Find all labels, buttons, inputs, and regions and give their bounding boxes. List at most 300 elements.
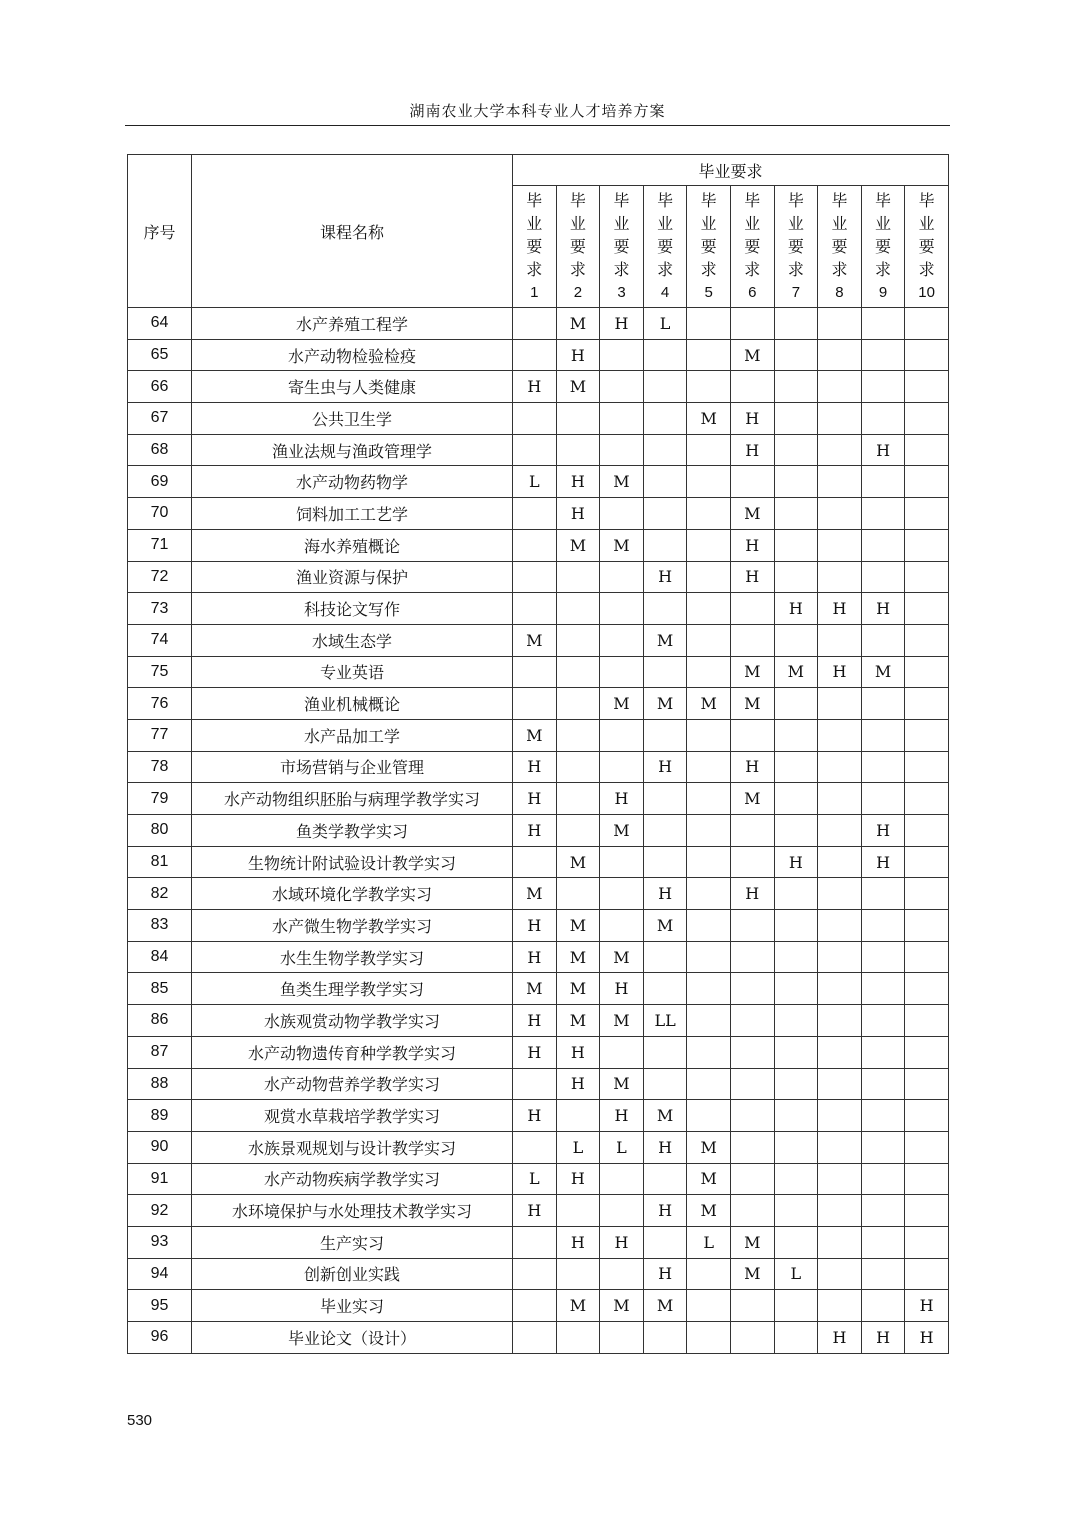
course-name: 水生生物学教学实习 — [192, 941, 513, 973]
header-divider — [125, 125, 950, 126]
requirement-cell — [905, 434, 949, 466]
requirement-cell: H — [643, 751, 687, 783]
requirement-cell — [861, 751, 905, 783]
requirement-cell: M — [513, 719, 557, 751]
requirement-cell: H — [730, 403, 774, 435]
requirement-cell — [774, 561, 818, 593]
requirement-cell — [818, 719, 862, 751]
requirement-cell — [905, 751, 949, 783]
document-header-title: 湖南农业大学本科专业人才培养方案 — [409, 102, 666, 120]
requirement-cell: H — [643, 561, 687, 593]
requirement-cell — [600, 1322, 644, 1354]
requirement-cell — [556, 434, 600, 466]
course-name: 鱼类生理学教学实习 — [192, 973, 513, 1005]
requirement-cell — [643, 1163, 687, 1195]
table-row — [128, 529, 949, 561]
course-name: 海水养殖概论 — [192, 529, 513, 561]
requirement-header-char: 求 — [744, 260, 761, 279]
course-name: 水产微生物学教学实习 — [192, 910, 513, 942]
requirement-cell — [818, 624, 862, 656]
requirement-header-char: 业 — [831, 214, 848, 233]
requirement-cell — [774, 1290, 818, 1322]
requirement-cell — [818, 371, 862, 403]
requirement-cell: M — [687, 1163, 731, 1195]
requirement-cell — [643, 434, 687, 466]
requirement-cell: H — [600, 308, 644, 340]
requirement-cell — [905, 846, 949, 878]
requirement-header-char: 求 — [831, 260, 848, 279]
requirement-cell: M — [730, 656, 774, 688]
requirement-cell — [643, 783, 687, 815]
row-seq-number: 76 — [128, 688, 192, 720]
requirement-cell — [513, 498, 557, 530]
graduation-requirements-table — [127, 154, 949, 1354]
table-row — [128, 1100, 949, 1132]
requirement-header-char: 要 — [744, 237, 761, 256]
course-name: 公共卫生学 — [192, 403, 513, 435]
requirement-cell: H — [774, 593, 818, 625]
requirement-cell: L — [600, 1131, 644, 1163]
requirement-cell — [861, 783, 905, 815]
table-row — [128, 1258, 949, 1290]
requirement-cell — [905, 466, 949, 498]
requirement-header-4 — [643, 186, 687, 308]
requirement-cell — [861, 308, 905, 340]
requirement-header-number: 5 — [704, 284, 713, 301]
requirement-cell — [687, 1258, 731, 1290]
requirement-cell: M — [556, 941, 600, 973]
requirement-cell — [687, 815, 731, 847]
requirement-cell — [643, 529, 687, 561]
requirement-cell — [774, 403, 818, 435]
requirement-cell — [513, 1322, 557, 1354]
requirement-cell: M — [730, 1258, 774, 1290]
requirement-cell: M — [556, 846, 600, 878]
requirement-cell — [774, 498, 818, 530]
requirement-cell — [600, 561, 644, 593]
requirement-cell — [861, 1163, 905, 1195]
row-seq-number: 65 — [128, 339, 192, 371]
table-row — [128, 910, 949, 942]
requirement-cell: M — [643, 1100, 687, 1132]
requirement-cell — [905, 1195, 949, 1227]
requirement-header-char: 毕 — [613, 191, 630, 210]
requirement-cell: M — [687, 1131, 731, 1163]
requirement-header-char: 要 — [787, 237, 804, 256]
requirement-cell — [905, 910, 949, 942]
requirement-header-char: 业 — [787, 214, 804, 233]
table-row — [128, 1005, 949, 1037]
requirement-cell — [730, 719, 774, 751]
requirement-cell: H — [556, 1226, 600, 1258]
course-name: 水产动物营养学教学实习 — [192, 1068, 513, 1100]
requirement-cell: H — [513, 783, 557, 815]
requirement-cell — [774, 1131, 818, 1163]
requirement-cell — [643, 941, 687, 973]
course-name: 水产动物疾病学教学实习 — [192, 1163, 513, 1195]
requirement-cell — [600, 434, 644, 466]
requirement-cell — [818, 339, 862, 371]
requirement-cell — [905, 1258, 949, 1290]
requirement-cell — [687, 846, 731, 878]
requirement-cell — [687, 1322, 731, 1354]
requirement-cell — [730, 941, 774, 973]
requirement-cell: M — [556, 1005, 600, 1037]
requirement-header-char: 求 — [613, 260, 630, 279]
requirement-cell — [513, 846, 557, 878]
table-row — [128, 308, 949, 340]
row-seq-number: 92 — [128, 1195, 192, 1227]
requirement-cell — [687, 624, 731, 656]
requirement-cell — [861, 1258, 905, 1290]
requirement-cell — [600, 878, 644, 910]
requirement-cell — [513, 1290, 557, 1322]
requirement-cell — [643, 498, 687, 530]
table-row — [128, 1036, 949, 1068]
requirement-cell: M — [600, 815, 644, 847]
requirement-cell — [818, 403, 862, 435]
requirement-cell — [687, 910, 731, 942]
requirement-header-char: 业 — [613, 214, 630, 233]
table-row — [128, 941, 949, 973]
table-row — [128, 466, 949, 498]
requirement-header-1 — [513, 186, 557, 308]
requirement-cell — [861, 878, 905, 910]
requirement-header-number: 1 — [530, 284, 539, 301]
requirement-cell — [905, 403, 949, 435]
requirement-cell — [774, 1005, 818, 1037]
requirement-cell: M — [643, 688, 687, 720]
requirement-cell — [774, 1100, 818, 1132]
requirement-header-char: 毕 — [875, 191, 892, 210]
requirement-header-number: 6 — [748, 284, 757, 301]
requirement-cell — [730, 1195, 774, 1227]
requirement-cell — [905, 1226, 949, 1258]
requirement-header-10 — [905, 186, 949, 308]
requirement-cell — [774, 624, 818, 656]
table-row — [128, 719, 949, 751]
table-row — [128, 1163, 949, 1195]
requirement-cell — [774, 339, 818, 371]
table-row — [128, 593, 949, 625]
course-name: 水产养殖工程学 — [192, 308, 513, 340]
requirement-cell — [513, 403, 557, 435]
requirement-header-char: 要 — [700, 237, 717, 256]
requirement-cell: H — [513, 371, 557, 403]
row-seq-number: 91 — [128, 1163, 192, 1195]
row-seq-number: 95 — [128, 1290, 192, 1322]
requirement-header-char: 要 — [526, 237, 543, 256]
requirement-cell: H — [861, 434, 905, 466]
requirement-cell — [600, 1195, 644, 1227]
requirement-cell — [687, 719, 731, 751]
table-row — [128, 973, 949, 1005]
requirement-cell — [730, 1131, 774, 1163]
table-row — [128, 561, 949, 593]
requirement-cell — [687, 498, 731, 530]
requirement-cell: H — [905, 1322, 949, 1354]
course-name: 毕业论文（设计） — [192, 1322, 513, 1354]
requirement-cell: H — [556, 1163, 600, 1195]
requirement-cell — [861, 624, 905, 656]
requirement-cell: L — [513, 1163, 557, 1195]
requirement-cell — [643, 1322, 687, 1354]
requirement-cell — [861, 1036, 905, 1068]
requirement-cell — [818, 783, 862, 815]
requirement-cell: M — [730, 1226, 774, 1258]
row-seq-number: 80 — [128, 815, 192, 847]
row-seq-number: 79 — [128, 783, 192, 815]
requirement-cell — [556, 815, 600, 847]
course-name: 专业英语 — [192, 656, 513, 688]
course-name: 水产动物检验检疫 — [192, 339, 513, 371]
requirement-cell — [687, 973, 731, 1005]
requirement-cell — [818, 1005, 862, 1037]
course-name: 水族观赏动物学教学实习 — [192, 1005, 513, 1037]
requirement-cell — [861, 1005, 905, 1037]
requirement-cell — [643, 403, 687, 435]
requirement-cell — [861, 910, 905, 942]
requirement-cell: M — [600, 1005, 644, 1037]
requirement-cell — [861, 466, 905, 498]
requirement-header-char: 求 — [657, 260, 674, 279]
requirement-cell — [730, 1100, 774, 1132]
requirement-cell: H — [730, 434, 774, 466]
requirement-cell — [818, 688, 862, 720]
requirement-cell — [861, 561, 905, 593]
requirement-cell — [861, 371, 905, 403]
table-row — [128, 1195, 949, 1227]
requirement-cell — [774, 1322, 818, 1354]
requirement-cell — [905, 815, 949, 847]
course-name: 鱼类学教学实习 — [192, 815, 513, 847]
requirement-cell: M — [513, 878, 557, 910]
requirement-cell — [774, 1195, 818, 1227]
requirement-cell — [513, 1226, 557, 1258]
requirement-cell — [861, 719, 905, 751]
requirement-header-char: 业 — [657, 214, 674, 233]
course-name: 水产品加工学 — [192, 719, 513, 751]
requirement-cell — [600, 339, 644, 371]
requirement-cell — [643, 973, 687, 1005]
requirement-cell: H — [730, 561, 774, 593]
requirement-cell — [905, 1005, 949, 1037]
requirement-cell: L — [774, 1258, 818, 1290]
requirement-cell — [687, 593, 731, 625]
requirement-cell — [774, 1163, 818, 1195]
requirement-cell — [556, 624, 600, 656]
requirement-cell — [774, 371, 818, 403]
requirement-cell: H — [818, 1322, 862, 1354]
requirement-cell — [643, 719, 687, 751]
requirement-cell: L — [556, 1131, 600, 1163]
requirement-cell — [905, 1163, 949, 1195]
page-number: 530 — [127, 1412, 153, 1429]
requirement-header-char: 毕 — [526, 191, 543, 210]
requirement-cell — [818, 1195, 862, 1227]
requirement-cell — [818, 1100, 862, 1132]
requirement-cell: H — [556, 1068, 600, 1100]
requirement-header-char: 毕 — [569, 191, 586, 210]
requirement-cell: M — [600, 1068, 644, 1100]
requirement-cell — [556, 783, 600, 815]
requirement-cell — [643, 815, 687, 847]
requirement-cell — [687, 1068, 731, 1100]
requirement-header-char: 毕 — [744, 191, 761, 210]
row-seq-number: 82 — [128, 878, 192, 910]
requirement-cell — [513, 1258, 557, 1290]
requirement-header-char: 要 — [831, 237, 848, 256]
requirement-cell: M — [600, 688, 644, 720]
requirement-cell — [905, 783, 949, 815]
requirement-cell: M — [600, 529, 644, 561]
requirement-cell — [774, 783, 818, 815]
requirement-cell — [905, 719, 949, 751]
requirement-cell — [905, 688, 949, 720]
table-row — [128, 1068, 949, 1100]
requirement-cell — [513, 561, 557, 593]
requirement-header-2 — [556, 186, 600, 308]
requirement-cell: H — [600, 1226, 644, 1258]
table-row — [128, 1131, 949, 1163]
course-name: 渔业资源与保护 — [192, 561, 513, 593]
row-seq-number: 64 — [128, 308, 192, 340]
requirement-cell — [513, 434, 557, 466]
requirement-cell — [643, 466, 687, 498]
requirement-header-char: 求 — [875, 260, 892, 279]
requirement-cell: H — [513, 1100, 557, 1132]
requirement-cell: M — [687, 1195, 731, 1227]
table-row — [128, 371, 949, 403]
requirement-cell: M — [730, 688, 774, 720]
requirement-cell — [687, 561, 731, 593]
requirement-cell — [818, 1068, 862, 1100]
requirement-cell — [818, 815, 862, 847]
requirement-cell — [513, 1131, 557, 1163]
requirement-cell — [818, 466, 862, 498]
course-name: 市场营销与企业管理 — [192, 751, 513, 783]
requirement-cell — [774, 878, 818, 910]
requirement-header-number: 7 — [791, 284, 801, 301]
requirement-cell — [818, 973, 862, 1005]
requirement-cell: H — [513, 1036, 557, 1068]
requirement-cell — [818, 1131, 862, 1163]
requirement-header-number: 3 — [617, 284, 626, 301]
requirement-cell — [643, 846, 687, 878]
table-row — [128, 878, 949, 910]
requirement-cell — [905, 973, 949, 1005]
requirement-cell — [818, 1036, 862, 1068]
table-row — [128, 815, 949, 847]
requirement-cell — [730, 624, 774, 656]
table-row — [128, 434, 949, 466]
requirement-cell: H — [643, 878, 687, 910]
requirement-cell: M — [643, 910, 687, 942]
requirement-cell — [687, 878, 731, 910]
row-seq-number: 88 — [128, 1068, 192, 1100]
requirement-header-char: 要 — [569, 237, 586, 256]
requirement-cell — [730, 308, 774, 340]
requirement-cell — [774, 751, 818, 783]
requirement-cell: L — [687, 1226, 731, 1258]
requirement-cell: M — [556, 910, 600, 942]
requirement-cell: H — [905, 1290, 949, 1322]
table-row — [128, 1322, 949, 1354]
requirement-cell — [643, 1068, 687, 1100]
requirement-cell — [513, 308, 557, 340]
table-row — [128, 339, 949, 371]
course-name: 水域环境化学教学实习 — [192, 878, 513, 910]
requirement-cell — [730, 815, 774, 847]
requirement-cell — [861, 1131, 905, 1163]
requirement-cell — [556, 719, 600, 751]
requirement-cell — [556, 656, 600, 688]
requirement-cell — [774, 941, 818, 973]
requirement-cell — [905, 371, 949, 403]
requirement-cell — [513, 339, 557, 371]
row-seq-number: 83 — [128, 910, 192, 942]
requirement-cell: H — [513, 1005, 557, 1037]
requirement-cell — [687, 1005, 731, 1037]
requirement-cell — [818, 498, 862, 530]
requirement-cell — [556, 1258, 600, 1290]
graduation-requirements-group-header: 毕业要求 — [513, 155, 949, 186]
requirement-cell — [774, 910, 818, 942]
requirement-cell: H — [643, 1195, 687, 1227]
requirement-cell — [600, 593, 644, 625]
requirement-cell — [818, 846, 862, 878]
row-seq-number: 96 — [128, 1322, 192, 1354]
requirement-cell — [687, 751, 731, 783]
requirement-cell: M — [861, 656, 905, 688]
requirement-cell — [905, 561, 949, 593]
requirement-cell — [905, 593, 949, 625]
requirement-header-char: 要 — [875, 237, 892, 256]
row-seq-number: 81 — [128, 846, 192, 878]
requirement-cell: M — [600, 941, 644, 973]
requirement-cell — [643, 339, 687, 371]
requirement-cell — [600, 910, 644, 942]
requirement-cell — [818, 941, 862, 973]
row-seq-number: 89 — [128, 1100, 192, 1132]
table-row — [128, 1290, 949, 1322]
requirement-cell: M — [774, 656, 818, 688]
requirement-cell: L — [643, 308, 687, 340]
requirement-cell — [643, 1226, 687, 1258]
requirement-cell — [687, 783, 731, 815]
row-seq-number: 69 — [128, 466, 192, 498]
row-seq-number: 84 — [128, 941, 192, 973]
requirement-cell: M — [730, 783, 774, 815]
requirement-cell: M — [513, 973, 557, 1005]
requirement-cell — [905, 941, 949, 973]
requirement-cell — [861, 1226, 905, 1258]
requirement-header-char: 业 — [918, 214, 935, 233]
row-seq-number: 75 — [128, 656, 192, 688]
requirement-cell — [861, 1290, 905, 1322]
requirement-cell — [774, 466, 818, 498]
requirement-cell — [818, 1290, 862, 1322]
requirement-cell: M — [556, 973, 600, 1005]
requirement-cell: M — [556, 308, 600, 340]
requirement-cell — [818, 308, 862, 340]
requirement-cell — [556, 751, 600, 783]
row-seq-number: 70 — [128, 498, 192, 530]
requirement-cell: H — [861, 593, 905, 625]
requirement-header-number: 4 — [660, 284, 670, 301]
course-name: 水产动物组织胚胎与病理学教学实习 — [192, 783, 513, 815]
requirement-cell — [818, 529, 862, 561]
